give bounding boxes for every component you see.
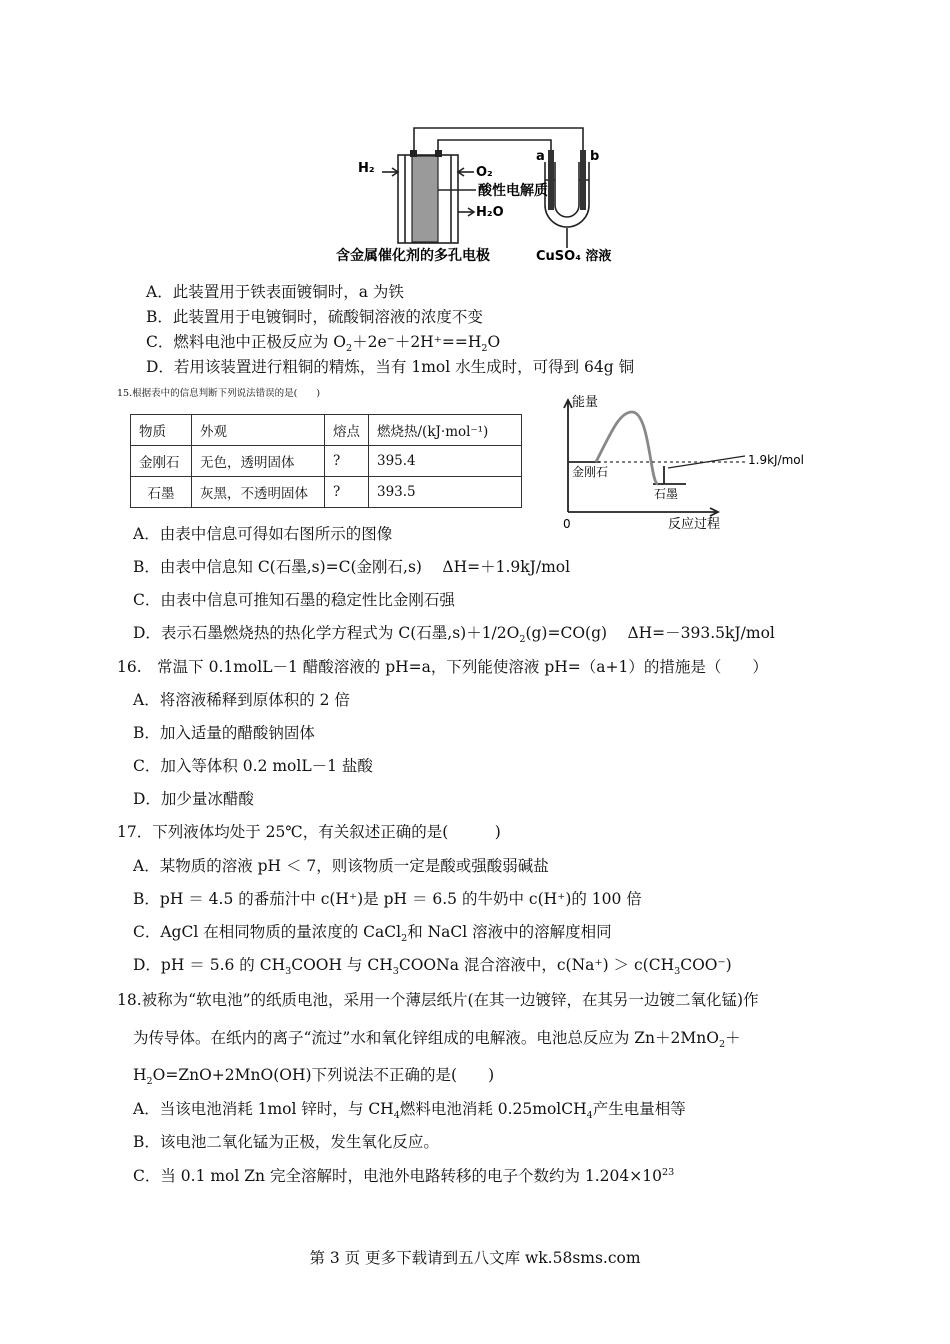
table-header-cell: 燃烧热/(kJ·mol⁻¹) [369,415,522,446]
q16-option-d: D．加少量冰醋酸 [133,790,254,808]
q16-stem: 16. 常温下 0.1molL－1 醋酸溶液的 pH=a，下列能使溶液 pH=（a+1）的措施是（ ） [117,658,768,676]
table-cell: 石墨 [131,477,192,508]
graph-graphite-label: 石墨 [654,487,679,501]
fuel-cell-diagram [0,0,950,270]
q17-option-d: D．pH ＝ 5.6 的 $CH_3COOH$ 与 $CH_3COONa$ 混合溶液中，$c(Na^+) > c(CH_3COO^-)$ [133,956,732,978]
fig-h2o-label: H₂O [476,205,504,220]
table-cell: ? [325,446,369,477]
q15-option-c: C．由表中信息可推知石墨的稳定性比金刚石强 [133,591,455,609]
q14-option-a: A．此装置用于铁表面镀铜时，a 为铁 [146,283,404,301]
q17-stem: 17．下列液体均处于 25℃，有关叙述正确的是( ) [117,823,501,841]
q14-option-c: C．燃料电池中正极反应为 $O_2+2e^-+2H^+==H_2O$ [146,333,501,355]
q16-option-b: B．加入适量的醋酸钠固体 [133,724,315,742]
fig-cuso4-label: CuSO₄ 溶液 [536,249,612,264]
q14-option-b: B．此装置用于电镀铜时，硫酸铜溶液的浓度不变 [146,308,483,326]
graph-diamond-label: 金刚石 [572,465,609,479]
table-cell: 393.5 [369,477,522,508]
table-cell: 灰黑，不透明固体 [192,477,325,508]
q18-stem-line1: 18.被称为“软电池”的纸质电池，采用一个薄层纸片(在其一边镀锌，在其另一边镀二氧化锰)作 [117,991,759,1009]
graph-xlabel: 反应过程 [668,517,721,530]
q18-option-c: C．当 0.1 mol Zn 完全溶解时，电池外电路转移的电子个数约为 $1.204\times 10^{23}$ [133,1166,675,1185]
table-cell: ? [325,477,369,508]
q17-option-b: B．pH ＝ 4.5 的番茄汁中 c(H⁺)是 pH ＝ 6.5 的牛奶中 c(H⁺)的 100 倍 [133,890,642,908]
table-header-cell: 外观 [192,415,325,446]
q15-stem: 15.根据表中的信息判断下列说法错误的是( ) [117,388,321,399]
q16-option-c: C．加入等体积 0.2 molL－1 盐酸 [133,757,373,775]
table-cell: 金刚石 [131,446,192,477]
table-header-cell: 物质 [131,415,192,446]
table-header-cell: 熔点 [325,415,369,446]
q15-option-d: D．表示石墨燃烧热的热化学方程式为 C(石墨$,s)+1/2O_2(g)=CO(g)$ ΔH=－393.5kJ/mol [133,624,775,646]
fig-b-label: b [590,149,600,164]
graph-dh-label: 1.9kJ/mol [748,453,804,467]
table-cell: 395.4 [369,446,522,477]
q17-option-a: A．某物质的溶液 pH ＜ 7，则该物质一定是酸或强酸弱碱盐 [133,857,549,875]
energy-diagram [0,390,950,530]
fig-o2-label: O₂ [476,165,493,180]
fig-electrode-label: 含金属催化剂的多孔电极 [336,248,490,264]
graph-ylabel: 能量 [572,395,599,410]
q17-option-c: C．AgCl 在相同物质的量浓度的 CaCl$_2$和 NaCl 溶液中的溶解度相同 [133,923,612,945]
graph-origin: 0 [563,517,571,530]
q18-option-b: B．该电池二氧化锰为正极，发生氧化反应。 [133,1133,439,1151]
q18-option-a: A．当该电池消耗 1mol 锌时，与 $CH_4$燃料电池消耗 0.25molCH$_4$产生电量相等 [133,1100,686,1122]
q15-option-a: A．由表中信息可得如右图所示的图像 [133,525,393,543]
q18-stem-line2: 为传导体。在纸内的离子“流过”水和氧化锌组成的电解液。电池总反应为 Zn＋2MnO$_2$＋ [133,1029,741,1051]
q14-option-d: D．若用该装置进行粗铜的精炼，当有 1mol 水生成时，可得到 64g 铜 [146,358,635,376]
q18-stem-line3: $H_2O=ZnO+2MnO(OH)$下列说法不正确的是( ) [133,1066,495,1088]
fig-a-label: a [536,149,545,164]
fig-h2-label: H₂ [358,161,375,176]
page-footer: 第 3 页 更多下载请到五八文库 wk.58sms.com [309,1249,641,1267]
q16-option-a: A．将溶液稀释到原体积的 2 倍 [133,691,350,709]
q15-option-b: B．由表中信息知 C(石墨,s)=C(金刚石,s) ΔH=＋1.9kJ/mol [133,558,571,576]
fig-electrolyte-label: 酸性电解质 [478,183,548,199]
table-cell: 无色，透明固体 [192,446,325,477]
